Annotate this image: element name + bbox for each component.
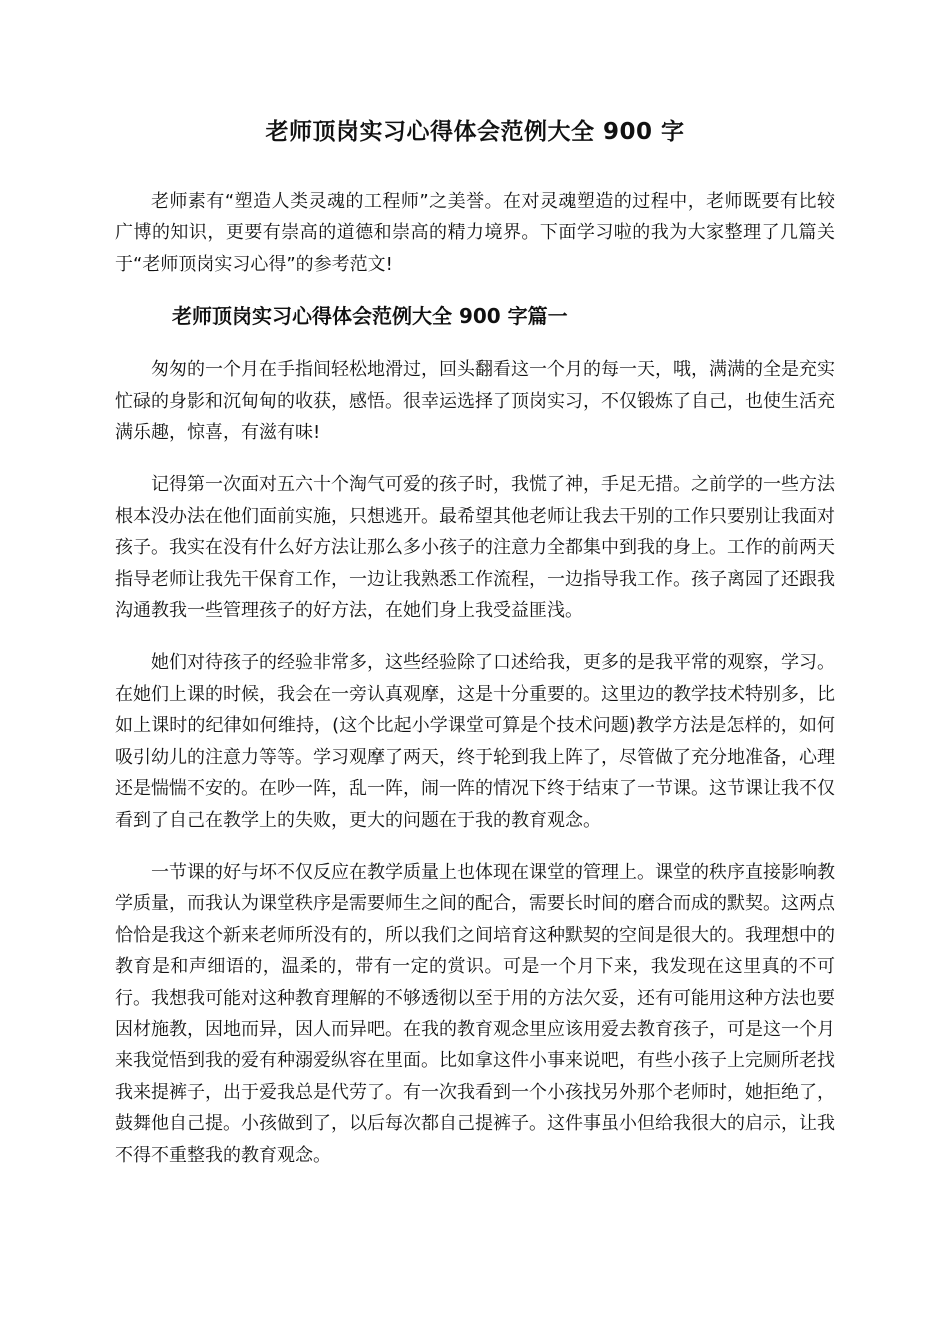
body-paragraph: 一节课的好与坏不仅反应在教学质量上也体现在课堂的管理上。课堂的秩序直接影响教学质量，而我认为课堂秩序是需要师生之间的配合，需要长时间的磨合而成的默契。这两点恰恰是我这个新来老师所没有的，所以我们之间培育这种默契的空间是很大的。我理想中的教育是和声细语的，温柔的，带有一定的赏识。可是一个月下来，我发现在这里真的不可行。我想我可能对这种教育理解的不够透彻以至于用的方法欠妥，还有可能用这种方法也要因材施教，因地而异，因人而异吧。在我的教育观念里应该用爱去教育孩子，可是这一个月来我觉悟到我的爱有种溺爱纵容在里面。比如拿这件小事来说吧，有些小孩子上完厕所老找我来提裤子，出于爱我总是代劳了。有一次我看到一个小孩找另外那个老师时，她拒绝了，鼓舞他自己提。小孩做到了，以后每次都自己提裤子。这件事虽小但给我很大的启示，让我不得不重整我的教育观念。 (115, 861, 835, 1166)
section-heading: 老师顶岗实习心得体会范例大全 900 字篇一 (172, 304, 568, 329)
document-title: 老师顶岗实习心得体会范例大全 900 字 (265, 119, 685, 145)
body-paragraph: 记得第一次面对五六十个淘气可爱的孩子时，我慌了神，手足无措。之前学的一些方法根本没办法在他们面前实施，只想逃开。最希望其他老师让我去干别的工作只要别让我面对孩子。我实在没有什么好方法让那么多小孩子的注意力全都集中到我的身上。工作的前两天指导老师让我先干保育工作，一边让我熟悉工作流程，一边指导我工作。孩子离园了还跟我沟通教我一些管理孩子的好方法，在她们身上我受益匪浅。 (115, 474, 835, 622)
intro-paragraph: 老师素有“塑造人类灵魂的工程师”之美誉。在对灵魂塑造的过程中，老师既要有比较广博的知识，更要有崇高的道德和崇高的精力境界。下面学习啦的我为大家整理了几篇关于“老师顶岗实习心得”的参考范文! (115, 191, 835, 275)
body-paragraph: 她们对待孩子的经验非常多，这些经验除了口述给我，更多的是我平常的观察，学习。在她们上课的时候，我会在一旁认真观摩，这是十分重要的。这里边的教学技术特别多，比如上课时的纪律如何维持，(这个比起小学课堂可算是个技术问题)教学方法是怎样的，如何吸引幼儿的注意力等等。学习观摩了两天，终于轮到我上阵了，尽管做了充分地准备，心理还是惴惴不安的。在吵一阵，乱一阵，闹一阵的情况下终于结束了一节课。这节课让我不仅看到了自己在教学上的失败，更大的问题在于我的教育观念。 (115, 652, 835, 831)
document-body (115, 186, 835, 1171)
body-paragraph: 匆匆的一个月在手指间轻松地滑过，回头翻看这一个月的每一天，哦，满满的全是充实忙碌的身影和沉甸甸的收获，感悟。很幸运选择了顶岗实习，不仅锻炼了自己，也使生活充满乐趣，惊喜，有滋有味! (115, 359, 835, 444)
